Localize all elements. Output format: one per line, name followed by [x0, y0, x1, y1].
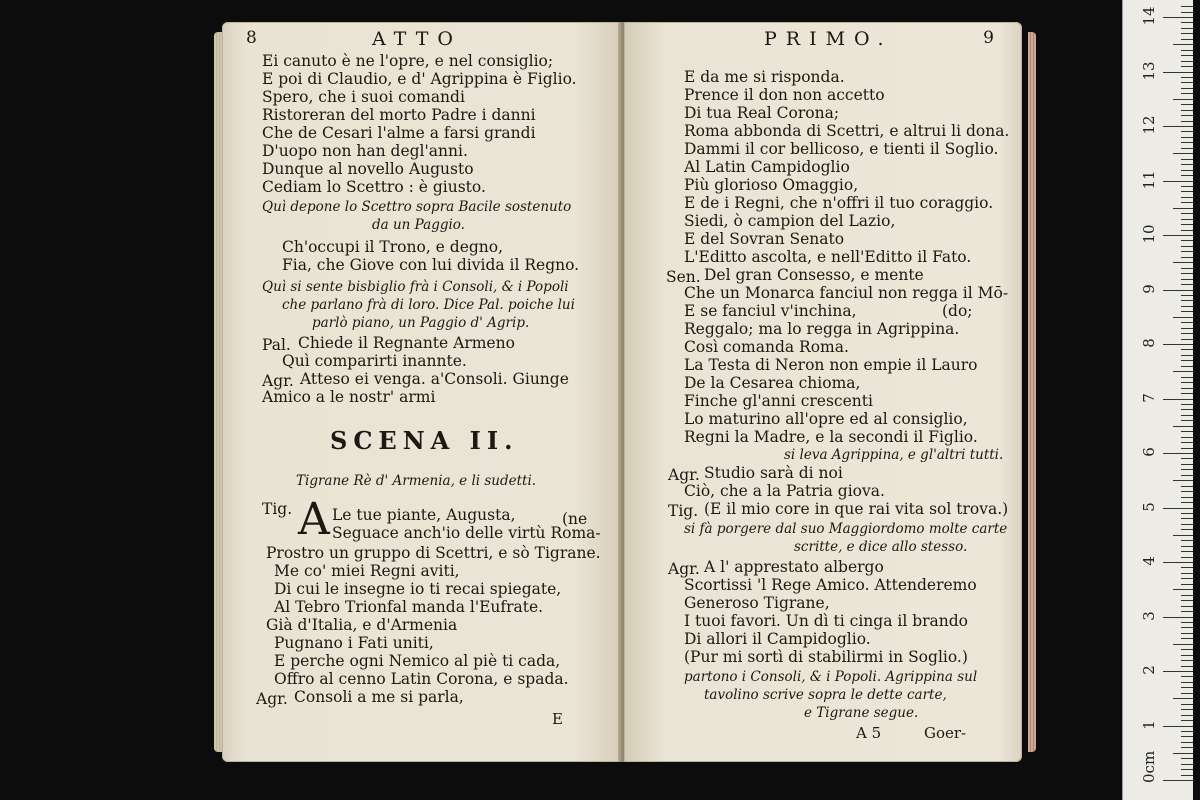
- verse-line: (E il mio core in que rai vita sol trova.): [704, 500, 1009, 518]
- ruler-tick: [1163, 562, 1193, 563]
- verse-line: Ristoreran del morto Padre i danni: [262, 106, 536, 124]
- verse-line: Al Latin Campidoglio: [684, 158, 850, 176]
- ruler-label: 2: [1140, 665, 1158, 675]
- verse-line: Finche gl'anni crescenti: [684, 392, 873, 410]
- verse-line: I tuoi favori. Un dì ti cinga il brando: [684, 612, 969, 630]
- ruler-tick: [1181, 257, 1193, 258]
- stage-direction: partono i Consoli, & i Popoli. Agrippina sul: [684, 669, 978, 685]
- ruler-tick: [1173, 753, 1193, 754]
- left-running-head: ATTO: [372, 28, 462, 50]
- ruler-tick: [1181, 142, 1193, 143]
- ruler-tick: [1173, 480, 1193, 481]
- ruler-tick: [1181, 497, 1193, 498]
- ruler-tick: [1181, 61, 1193, 62]
- measuring-ruler: [1122, 0, 1193, 800]
- ruler-tick: [1181, 82, 1193, 83]
- verse-line: (ne: [562, 510, 588, 528]
- ruler-tick: [1181, 442, 1193, 443]
- ruler-tick: [1181, 415, 1193, 416]
- ruler-tick: [1173, 698, 1193, 699]
- ruler-tick: [1181, 578, 1193, 579]
- ruler-tick: [1181, 77, 1193, 78]
- scene-title: SCENA II.: [330, 426, 519, 455]
- ruler-tick: [1181, 758, 1193, 759]
- speaker-label: Pal.: [262, 336, 291, 354]
- verse-line: Le tue piante, Augusta,: [332, 506, 516, 524]
- ruler-tick: [1181, 268, 1193, 269]
- verse-line: (Pur mi sortì di stabilirmi in Soglio.): [684, 648, 968, 666]
- ruler-tick: [1163, 17, 1193, 18]
- open-book: [222, 18, 1030, 770]
- ruler-tick: [1181, 649, 1193, 650]
- ruler-label: 7: [1140, 392, 1158, 403]
- ruler-tick: [1173, 644, 1193, 645]
- ruler-label: 3: [1140, 610, 1158, 621]
- ruler-tick: [1181, 567, 1193, 568]
- ruler-tick: [1173, 426, 1193, 427]
- ruler-tick: [1181, 360, 1193, 361]
- ruler-tick: [1181, 339, 1193, 340]
- stage-direction: e Tigrane segue.: [804, 705, 919, 721]
- ruler-tick: [1181, 409, 1193, 410]
- stage-direction: Quì depone lo Scettro sopra Bacile sostenuto: [262, 199, 572, 215]
- ruler-tick: [1181, 769, 1193, 770]
- verse-line: Atteso ei venga. a'Consoli. Giunge: [300, 370, 569, 388]
- ruler-label: 8: [1140, 338, 1158, 348]
- ruler-tick: [1163, 126, 1193, 127]
- verse-line: Spero, che i suoi comandi: [262, 88, 465, 106]
- ruler-tick: [1181, 540, 1193, 541]
- ruler-tick: [1181, 736, 1193, 737]
- ruler-tick: [1181, 186, 1193, 187]
- ruler-tick: [1181, 137, 1193, 138]
- ruler-tick: [1181, 159, 1193, 160]
- verse-line: E da me si risponda.: [684, 68, 845, 86]
- verse-line: D'uopo non han degl'anni.: [262, 142, 468, 160]
- stage-direction: parlò piano, un Paggio d' Agrip.: [312, 315, 530, 331]
- ruler-tick: [1181, 513, 1193, 514]
- ruler-tick: [1181, 431, 1193, 432]
- verse-line: Reggalo; ma lo regga in Agrippina.: [684, 320, 960, 338]
- verse-line: Quì comparirti inannte.: [282, 352, 467, 370]
- ruler-tick: [1181, 110, 1193, 111]
- verse-line: Studio sarà di noi: [704, 464, 843, 482]
- ruler-tick: [1181, 404, 1193, 405]
- stage-direction: si leva Agrippina, e gl'altri tutti.: [784, 447, 1004, 463]
- speaker-label: Agr.: [256, 690, 288, 708]
- ruler-tick: [1181, 366, 1193, 367]
- verse-line: A l' apprestato albergo: [704, 558, 884, 576]
- verse-line: Di allori il Campidoglio.: [684, 630, 871, 648]
- verse-line: Generoso Tigrane,: [684, 594, 830, 612]
- ruler-tick: [1181, 557, 1193, 558]
- ruler-tick: [1181, 633, 1193, 634]
- ruler-tick: [1181, 88, 1193, 89]
- ruler-tick: [1181, 349, 1193, 350]
- ruler-tick: [1181, 191, 1193, 192]
- ruler-tick: [1181, 687, 1193, 688]
- verse-line: (do;: [942, 302, 973, 320]
- verse-line: Amico a le nostr' armi: [262, 388, 436, 406]
- verse-line: E del Sovran Senato: [684, 230, 845, 248]
- verse-line: Più glorioso Omaggio,: [684, 176, 859, 194]
- ruler-tick: [1181, 6, 1193, 7]
- ruler-tick: [1181, 273, 1193, 274]
- verse-line: Siedi, ò campion del Lazio,: [684, 212, 896, 230]
- speaker-label: Agr.: [668, 560, 700, 578]
- ruler-tick: [1181, 300, 1193, 301]
- ruler-tick: [1181, 529, 1193, 530]
- ruler-label: 11: [1140, 169, 1158, 190]
- ruler-label: 13: [1140, 60, 1158, 81]
- ruler-tick: [1181, 486, 1193, 487]
- verse-line: Già d'Italia, e d'Armenia: [266, 616, 458, 634]
- ruler-tick: [1181, 230, 1193, 231]
- ruler-tick: [1181, 55, 1193, 56]
- ruler-tick: [1181, 224, 1193, 225]
- verse-line: Ch'occupi il Trono, e degno,: [282, 238, 504, 256]
- ruler-tick: [1181, 28, 1193, 29]
- ruler-tick: [1181, 33, 1193, 34]
- right-header: [624, 28, 1022, 52]
- ruler-tick: [1181, 666, 1193, 667]
- ruler-tick: [1163, 344, 1193, 345]
- ruler-label: 9: [1140, 283, 1158, 294]
- ruler-tick: [1181, 93, 1193, 94]
- verse-line: Di cui le insegne io ti recai spiegate,: [274, 580, 562, 598]
- speaker-label: Tig.: [668, 502, 699, 520]
- ruler-tick: [1181, 284, 1193, 285]
- ruler-tick: [1163, 72, 1193, 73]
- ruler-tick: [1181, 546, 1193, 547]
- ruler-tick: [1181, 164, 1193, 165]
- ruler-tick: [1181, 333, 1193, 334]
- verse-line: E perche ogni Nemico al piè ti cada,: [274, 652, 561, 670]
- ruler-tick: [1181, 213, 1193, 214]
- ruler-tick: [1181, 104, 1193, 105]
- ruler-tick: [1181, 655, 1193, 656]
- verse-line: L'Editto ascolta, e nell'Editto il Fato.: [684, 248, 972, 266]
- ruler-tick: [1181, 518, 1193, 519]
- catchword: E: [552, 710, 563, 728]
- verse-line: Che de Cesari l'alme a farsi grandi: [262, 124, 536, 142]
- verse-line: Prostro un gruppo di Scettri, e sò Tigrane.: [266, 544, 601, 562]
- verse-line: E de i Regni, che n'offri il tuo coraggio.: [684, 194, 994, 212]
- ruler-tick: [1181, 606, 1193, 607]
- ruler-label: 5: [1140, 501, 1158, 512]
- verse-line: Di tua Real Corona;: [684, 104, 840, 122]
- ruler-tick: [1181, 627, 1193, 628]
- ruler-tick: [1181, 311, 1193, 312]
- left-page: [222, 22, 622, 762]
- ruler-tick: [1181, 682, 1193, 683]
- drop-cap-letter: A: [298, 494, 330, 545]
- ruler-tick: [1163, 780, 1193, 781]
- ruler-tick: [1181, 747, 1193, 748]
- ruler-tick: [1163, 290, 1193, 291]
- ruler-tick: [1181, 50, 1193, 51]
- ruler-tick: [1181, 66, 1193, 67]
- verse-line: Del gran Consesso, e mente: [704, 266, 924, 284]
- speaker-label: Tig.: [262, 500, 293, 518]
- ruler-tick: [1181, 731, 1193, 732]
- ruler-tick: [1163, 726, 1193, 727]
- stage-direction: Quì si sente bisbiglio frà i Consoli, & i Popoli: [262, 279, 569, 295]
- ruler-tick: [1181, 469, 1193, 470]
- ruler-tick: [1181, 709, 1193, 710]
- catchword: Goer-: [924, 724, 967, 742]
- ruler-tick: [1181, 448, 1193, 449]
- stage-direction: scritte, e dice allo stesso.: [794, 539, 968, 555]
- ruler-tick: [1173, 371, 1193, 372]
- ruler-tick: [1181, 393, 1193, 394]
- ruler-tick: [1181, 573, 1193, 574]
- ruler-tick: [1173, 153, 1193, 154]
- right-running-head: PRIMO.: [764, 28, 893, 50]
- ruler-tick: [1181, 377, 1193, 378]
- ruler-tick: [1181, 175, 1193, 176]
- ruler-tick: [1181, 420, 1193, 421]
- ruler-label: 10: [1140, 224, 1158, 244]
- verse-line: Ei canuto è ne l'opre, e nel consiglio;: [262, 52, 554, 70]
- verse-line: Dammi il cor bellicoso, e tienti il Soglio.: [684, 140, 999, 158]
- verse-line: De la Cesarea chioma,: [684, 374, 861, 392]
- speaker-label: Agr.: [262, 372, 294, 390]
- ruler-tick: [1181, 600, 1193, 601]
- ruler-tick: [1181, 382, 1193, 383]
- ruler-tick: [1181, 22, 1193, 23]
- verse-line: Dunque al novello Augusto: [262, 160, 474, 178]
- ruler-tick: [1181, 12, 1193, 13]
- ruler-tick: [1181, 693, 1193, 694]
- ruler-tick: [1181, 720, 1193, 721]
- ruler-tick: [1181, 388, 1193, 389]
- ruler-tick: [1181, 240, 1193, 241]
- ruler-tick: [1181, 246, 1193, 247]
- ruler-tick: [1181, 202, 1193, 203]
- signature-mark: A 5: [856, 724, 882, 742]
- ruler-tick: [1173, 208, 1193, 209]
- ruler-tick: [1181, 584, 1193, 585]
- left-page-number: 8: [246, 28, 257, 48]
- ruler-tick: [1181, 775, 1193, 776]
- ruler-tick: [1181, 131, 1193, 132]
- ruler-tick: [1181, 742, 1193, 743]
- ruler-tick: [1173, 44, 1193, 45]
- right-page-number: 9: [983, 28, 994, 48]
- ruler-tick: [1163, 508, 1193, 509]
- ruler-tick: [1173, 99, 1193, 100]
- verse-line: Seguace anch'io delle virtù Roma-: [332, 524, 601, 542]
- ruler-tick: [1181, 121, 1193, 122]
- ruler-tick: [1181, 475, 1193, 476]
- verse-line: Roma abbonda di Scettri, e altrui li dona.: [684, 122, 1010, 140]
- ruler-tick: [1181, 676, 1193, 677]
- right-page: [624, 22, 1022, 762]
- verse-line: Così comanda Roma.: [684, 338, 849, 356]
- ruler-tick: [1181, 39, 1193, 40]
- verse-line: Prence il don non accetto: [684, 86, 885, 104]
- ruler-label: 1: [1140, 719, 1158, 730]
- ruler-tick: [1173, 589, 1193, 590]
- ruler-tick: [1181, 611, 1193, 612]
- ruler-label: 4: [1140, 556, 1158, 566]
- ruler-tick: [1181, 355, 1193, 356]
- verse-line: Me co' miei Regni aviti,: [274, 562, 460, 580]
- verse-line: La Testa di Neron non empie il Lauro: [684, 356, 978, 374]
- ruler-tick: [1163, 235, 1193, 236]
- ruler-tick: [1181, 328, 1193, 329]
- ruler-tick: [1181, 197, 1193, 198]
- ruler-tick: [1181, 524, 1193, 525]
- ruler-tick: [1163, 399, 1193, 400]
- ruler-tick: [1181, 437, 1193, 438]
- ruler-tick: [1181, 251, 1193, 252]
- ruler-tick: [1173, 262, 1193, 263]
- verse-line: Che un Monarca fanciul non regga il Mō-: [684, 284, 1009, 302]
- verse-line: Pugnano i Fati uniti,: [274, 634, 434, 652]
- ruler-tick: [1173, 535, 1193, 536]
- ruler-tick: [1181, 491, 1193, 492]
- ruler-tick: [1181, 322, 1193, 323]
- ruler-tick: [1163, 671, 1193, 672]
- ruler-tick: [1181, 170, 1193, 171]
- ruler-label: 0cm: [1140, 750, 1158, 783]
- ruler-tick: [1181, 502, 1193, 503]
- ruler-tick: [1181, 295, 1193, 296]
- stage-direction: da un Paggio.: [372, 217, 465, 233]
- verse-line: Cediam lo Scettro : è giusto.: [262, 178, 486, 196]
- verse-line: Fia, che Giove con lui divida il Regno.: [282, 256, 580, 274]
- verse-line: Scortissi 'l Rege Amico. Attenderemo: [684, 576, 977, 594]
- stage-direction: si fà porgere dal suo Maggiordomo molte carte: [684, 521, 1008, 537]
- stage-direction: tavolino scrive sopra le dette carte,: [704, 687, 947, 703]
- ruler-tick: [1181, 279, 1193, 280]
- left-header: [222, 28, 622, 52]
- ruler-label: 12: [1140, 115, 1158, 135]
- right-page-edges: [1028, 32, 1036, 752]
- ruler-tick: [1181, 764, 1193, 765]
- verse-line: Regni la Madre, e la secondi il Figlio.: [684, 428, 978, 446]
- ruler-label: 6: [1140, 447, 1158, 457]
- ruler-tick: [1181, 148, 1193, 149]
- ruler-tick: [1181, 638, 1193, 639]
- verse-line: Chiede il Regnante Armeno: [298, 334, 515, 352]
- ruler-tick: [1163, 617, 1193, 618]
- verse-line: E se fanciul v'inchina,: [684, 302, 857, 320]
- verse-line: E poi di Claudio, e d' Agrippina è Figlio.: [262, 70, 577, 88]
- ruler-tick: [1181, 595, 1193, 596]
- ruler-tick: [1181, 458, 1193, 459]
- ruler-tick: [1181, 306, 1193, 307]
- stage-direction: che parlano frà di loro. Dice Pal. poiche lui: [282, 297, 575, 313]
- verse-line: Ciò, che a la Patria giova.: [684, 482, 885, 500]
- ruler-tick: [1163, 453, 1193, 454]
- ruler-tick: [1181, 551, 1193, 552]
- verse-line: Lo maturino all'opre ed al consiglio,: [684, 410, 968, 428]
- ruler-tick: [1181, 464, 1193, 465]
- ruler-label: 14: [1140, 6, 1158, 26]
- ruler-tick: [1181, 622, 1193, 623]
- verse-line: Offro al cenno Latin Corona, e spada.: [274, 670, 569, 688]
- verse-line: Consoli a me si parla,: [294, 688, 464, 706]
- ruler-tick: [1173, 317, 1193, 318]
- ruler-tick: [1181, 115, 1193, 116]
- ruler-tick: [1181, 704, 1193, 705]
- ruler-tick: [1181, 219, 1193, 220]
- speaker-label: Agr.: [668, 466, 700, 484]
- ruler-tick: [1181, 715, 1193, 716]
- ruler-tick: [1181, 660, 1193, 661]
- ruler-tick: [1163, 181, 1193, 182]
- speaker-label: Sen.: [666, 268, 701, 286]
- verse-line: Al Tebro Trionfal manda l'Eufrate.: [274, 598, 544, 616]
- scene-cast: Tigrane Rè d' Armenia, e li sudetti.: [296, 473, 537, 489]
